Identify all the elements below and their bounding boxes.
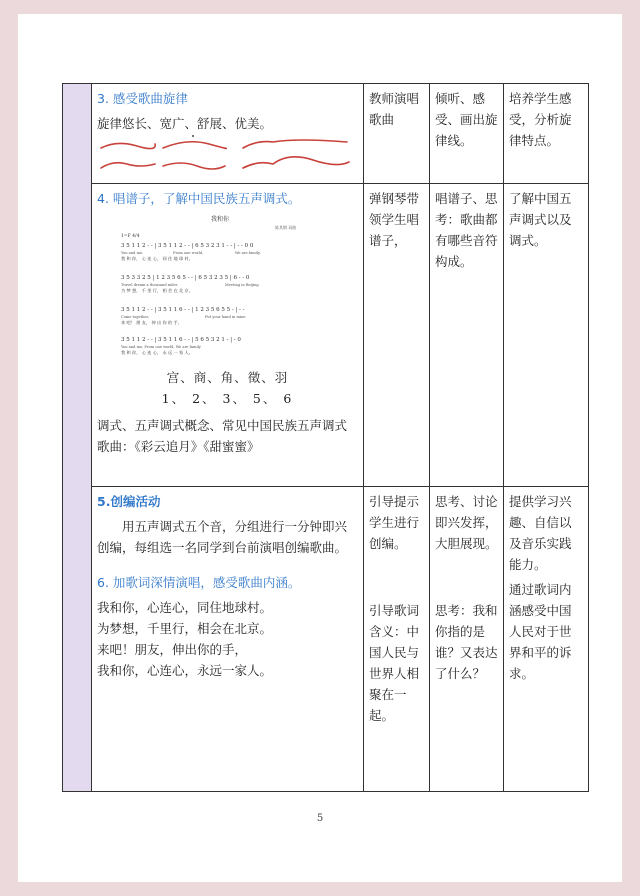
content-text: 用五声调式五个音，分组进行一分钟即兴创编，每组选一名同学到台前演唱创编歌曲。 [97,519,348,555]
activity-cell [92,184,364,487]
content-text: 调式、五声调式概念、常见中国民族五声调式 [97,418,348,433]
teacher-activity-text: 教师演唱歌曲 [369,91,420,127]
section-heading: 3. 感受歌曲旋律 [97,91,188,106]
stage-column-cell [63,84,92,792]
svg-text:3 5 3 3 2 5 | 1 2 3 5 6 5 -: 3 5 3 3 2 5 | 1 2 3 5 6 5 - - | 6 5 3 2 3 5 | 6 - - 0 [121,275,250,281]
teacher-activity-cell [364,487,430,792]
content-text: 歌曲：《彩云追月》《甜蜜蜜》 [97,439,260,454]
student-activity-cell [430,84,504,184]
score-tempo: 1=F 4/4 [121,234,140,239]
activity-cell [92,84,364,184]
pentatonic-numbers: 1、 2、 3、 5、 6 [161,391,294,406]
content-text: 旋律悠长、宽广、舒展、优美。 [97,116,273,131]
sheet-music-image [115,213,329,361]
score-lyric: You and me, [121,251,144,255]
svg-text:来 吧！ 朋 友， 伸 出 你 的 手，: 来 吧！ 朋 友， 伸 出 你 的 手， [121,320,182,325]
svg-text:3 5 1 1 2 - - | 3 5 1 1 2: 3 5 1 1 2 - - | 3 5 1 1 2 - - | 6 5 3 2 3 1 - - | - - 0 0 [121,243,254,249]
pentatonic-names: 宫、商、角、徵、羽 [166,370,289,385]
student-activity-cell [430,184,504,487]
student-activity-cell [430,487,504,792]
score-lyric: From one world, [173,251,204,255]
goal-text: 提供学习兴趣、自信以及音乐实践能力。 [509,494,572,572]
lyric-line: 来吧！朋友，伸出你的手， [97,642,248,657]
svg-text:我 和 你， 心 连 心， 同 住 地 球 村。: 我 和 你， 心 连 心， 同 住 地 球 村。 [121,256,193,261]
document-page [18,14,622,882]
score-title: 我和你 [211,216,230,223]
student-activity-text: 唱谱子、思考：歌曲都有哪些音符构成。 [435,191,498,269]
teacher-activity-text: 弹钢琴带领学生唱谱子， [369,191,420,248]
teacher-activity-text: 引导提示学生进行创编。 [369,494,420,551]
table-row [63,184,589,487]
score-lyric: You and me, From one world, We are family [121,345,201,349]
melody-line-drawing [97,134,358,174]
lyric-line: 为梦想，千里行，相会在北京。 [97,621,273,636]
teacher-activity-text: 引导歌词含义：中国人民与世界人相聚在一起。 [369,603,420,723]
svg-text:3 5 1 1 2 - - | 3 5 1 1 6: 3 5 1 1 2 - - | 3 5 1 1 6 - - | 5 6 5 3 2 1 - | - 0 [121,337,241,343]
lyric-line: 我和你，心连心，永远一家人。 [97,663,273,678]
lyric-line: 我和你，心连心，同住地球村。 [97,600,273,615]
goal-text: 了解中国五声调式以及调式。 [509,191,572,248]
score-lyric: Meeting in Beijing [225,283,259,287]
svg-text:我 和 你， 心 连 心， 永 远 一 家 人。: 我 和 你， 心 连 心， 永 远 一 家 人。 [121,350,193,355]
page-number: 5 [316,813,324,824]
student-activity-text: 倾听、感受、画出旋律线。 [435,91,498,148]
section-heading: 5.创编活动 [97,494,161,509]
goal-cell [504,84,589,184]
score-lyric: Put your hand in mine [205,315,246,319]
goal-text: 通过歌词内涵感受中国人民对于世界和平的诉求。 [509,582,572,681]
table-row [63,487,589,792]
goal-cell [504,487,589,792]
teacher-activity-cell [364,184,430,487]
score-author: 陈其钢 词曲 [275,225,297,230]
student-activity-text: 思考、讨论即兴发挥，大胆展现。 [435,494,498,551]
goal-cell [504,184,589,487]
section-heading: 6. 加歌词深情演唱，感受歌曲内涵。 [97,575,301,590]
section-heading: 4. 唱谱子，了解中国民族五声调式。 [97,191,301,206]
svg-text:3 5 1 1 2 - - | 3 5 1 1 6 -: 3 5 1 1 2 - - | 3 5 1 1 6 - - | 1 2 3 5 6 5 5 - | - - [121,307,245,313]
svg-text:为 梦 想， 千 里 行， 相 会 在 北 京。: 为 梦 想， 千 里 行， 相 会 在 北 京。 [121,288,193,293]
teacher-activity-cell [364,84,430,184]
score-lyric: Come together, [121,315,149,319]
score-lyric: Travel dream a thousand miles [121,283,178,287]
activity-cell [92,487,364,792]
student-activity-text: 思考：我和你指的是谁？又表达了什么？ [435,603,498,681]
goal-text: 培养学生感受，分析旋律特点。 [509,91,572,148]
score-lyric: We are family. [235,251,261,255]
lesson-plan-table [62,83,589,792]
table-row [63,84,589,184]
